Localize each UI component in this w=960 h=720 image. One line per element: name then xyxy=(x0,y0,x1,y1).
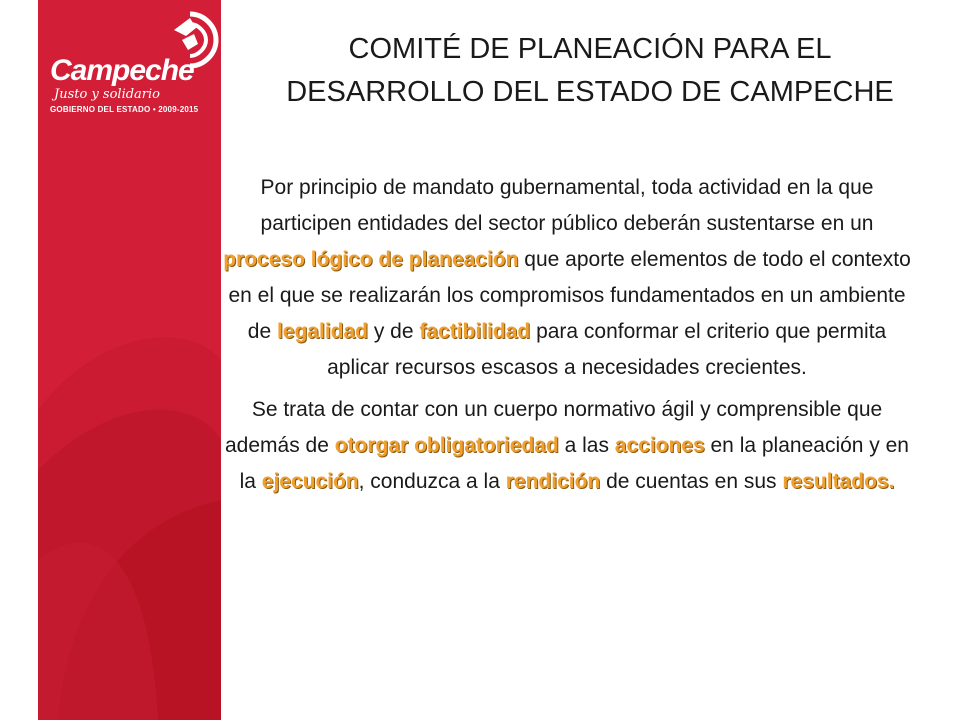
text-segment: y de xyxy=(368,320,420,343)
paragraph-mandate xyxy=(222,170,912,386)
body-text xyxy=(222,170,912,500)
logo-government-label: GOBIERNO DEL ESTADO • 2009-2015 xyxy=(50,105,199,114)
text-segment: que aporte elementos de todo el contexto en el que se realizarán los compromisos fundamentados en un ambiente de xyxy=(228,248,911,343)
text-segment: de cuentas en sus xyxy=(600,470,783,493)
text-segment: para conformar el criterio que permita aplicar recursos escasos a necesidades crecientes. xyxy=(327,320,887,379)
highlight-feasibility: factibilidad xyxy=(419,320,531,343)
highlight-planning-process: proceso lógico de planeación xyxy=(223,248,519,271)
highlight-accountability: rendición xyxy=(505,470,601,493)
text-segment: a las xyxy=(558,434,615,457)
text-segment: en la planeación y en la xyxy=(239,434,909,493)
logo-brand-text: Campeche xyxy=(50,54,194,87)
title-line-1: COMITÉ DE PLANEACIÓN PARA EL xyxy=(348,33,832,65)
text-segment: Por principio de mandato gubernamental, toda actividad en la que participen entidades del sector público deberán sustentarse en un xyxy=(260,176,874,235)
logo-tagline: Justo y solidario xyxy=(54,87,160,102)
highlight-obligation: otorgar obligatoriedad xyxy=(334,434,559,457)
text-segment: , conduzca a la xyxy=(358,470,506,493)
title-line-2: DESARROLLO DEL ESTADO DE CAMPECHE xyxy=(286,76,894,108)
text-segment: Se trata de contar con un cuerpo normativo ágil y comprensible que además de xyxy=(224,398,883,457)
highlight-execution: ejecución xyxy=(261,470,359,493)
highlight-results: resultados. xyxy=(782,470,895,493)
page-title xyxy=(240,28,940,114)
sidebar-band xyxy=(38,0,221,720)
highlight-legality: legalidad xyxy=(276,320,368,343)
campeche-logo xyxy=(48,10,216,120)
paragraph-normative xyxy=(222,392,912,500)
highlight-actions: acciones xyxy=(614,434,705,457)
